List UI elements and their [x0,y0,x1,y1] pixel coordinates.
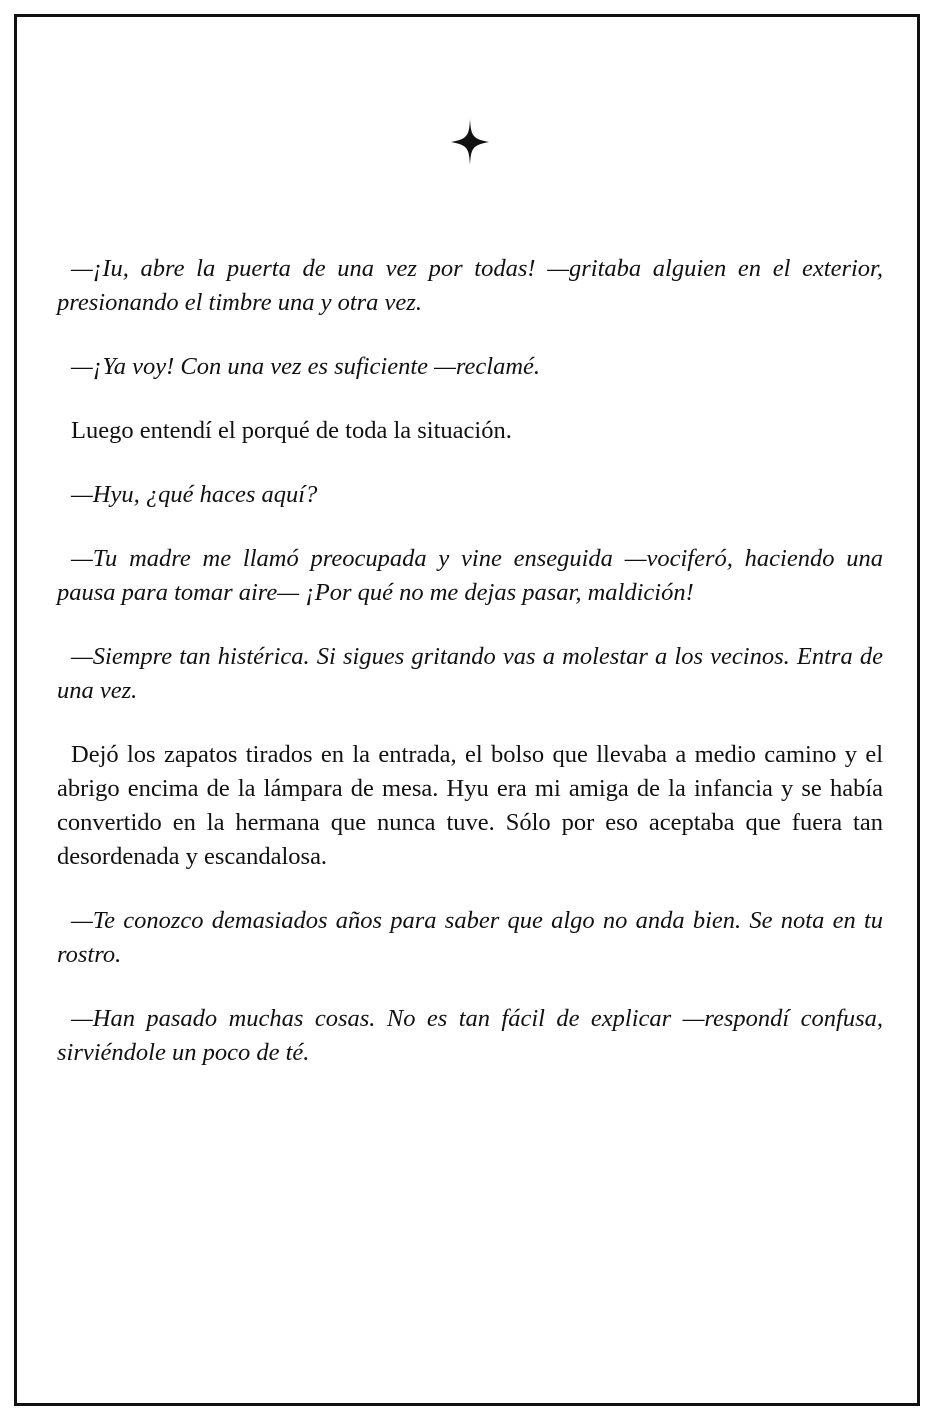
paragraph-8: —Te conozco demasiados años para saber que algo no anda bien. Se nota en tu rostro. [57,907,883,968]
paragraph-3: Luego entendí el porqué de toda la situación. [71,417,512,444]
paragraph-5: —Tu madre me llamó preocupada y vine enseguida —vociferó, haciendo una pausa para tomar aire— ¡Por qué no me dejas pasar, maldición! [57,545,883,606]
paragraph-9: —Han pasado muchas cosas. No es tan fácil de explicar —respondí confusa, sirviéndole un poco de té. [57,1005,883,1066]
story-text [57,252,883,1100]
paragraph-6: —Siempre tan histérica. Si sigues gritando vas a molestar a los vecinos. Entra de una vez. [57,643,883,704]
four-point-star-icon [451,119,489,165]
paragraph-7: Dejó los zapatos tirados en la entrada, el bolso que llevaba a medio camino y el abrigo encima de la lámpara de mesa. Hyu era mi amiga de la infancia y se había convertido en la hermana que nunca tuve. Sólo por eso aceptaba que fuera tan desordenada y escandalosa. [57,741,883,870]
paragraph-1: —¡Iu, abre la puerta de una vez por todas! —gritaba alguien en el exterior, presionando el timbre una y otra vez. [57,255,883,316]
paragraph-4: —Hyu, ¿qué haces aquí? [71,481,318,508]
paragraph-2: —¡Ya voy! Con una vez es suficiente —reclamé. [71,353,541,380]
